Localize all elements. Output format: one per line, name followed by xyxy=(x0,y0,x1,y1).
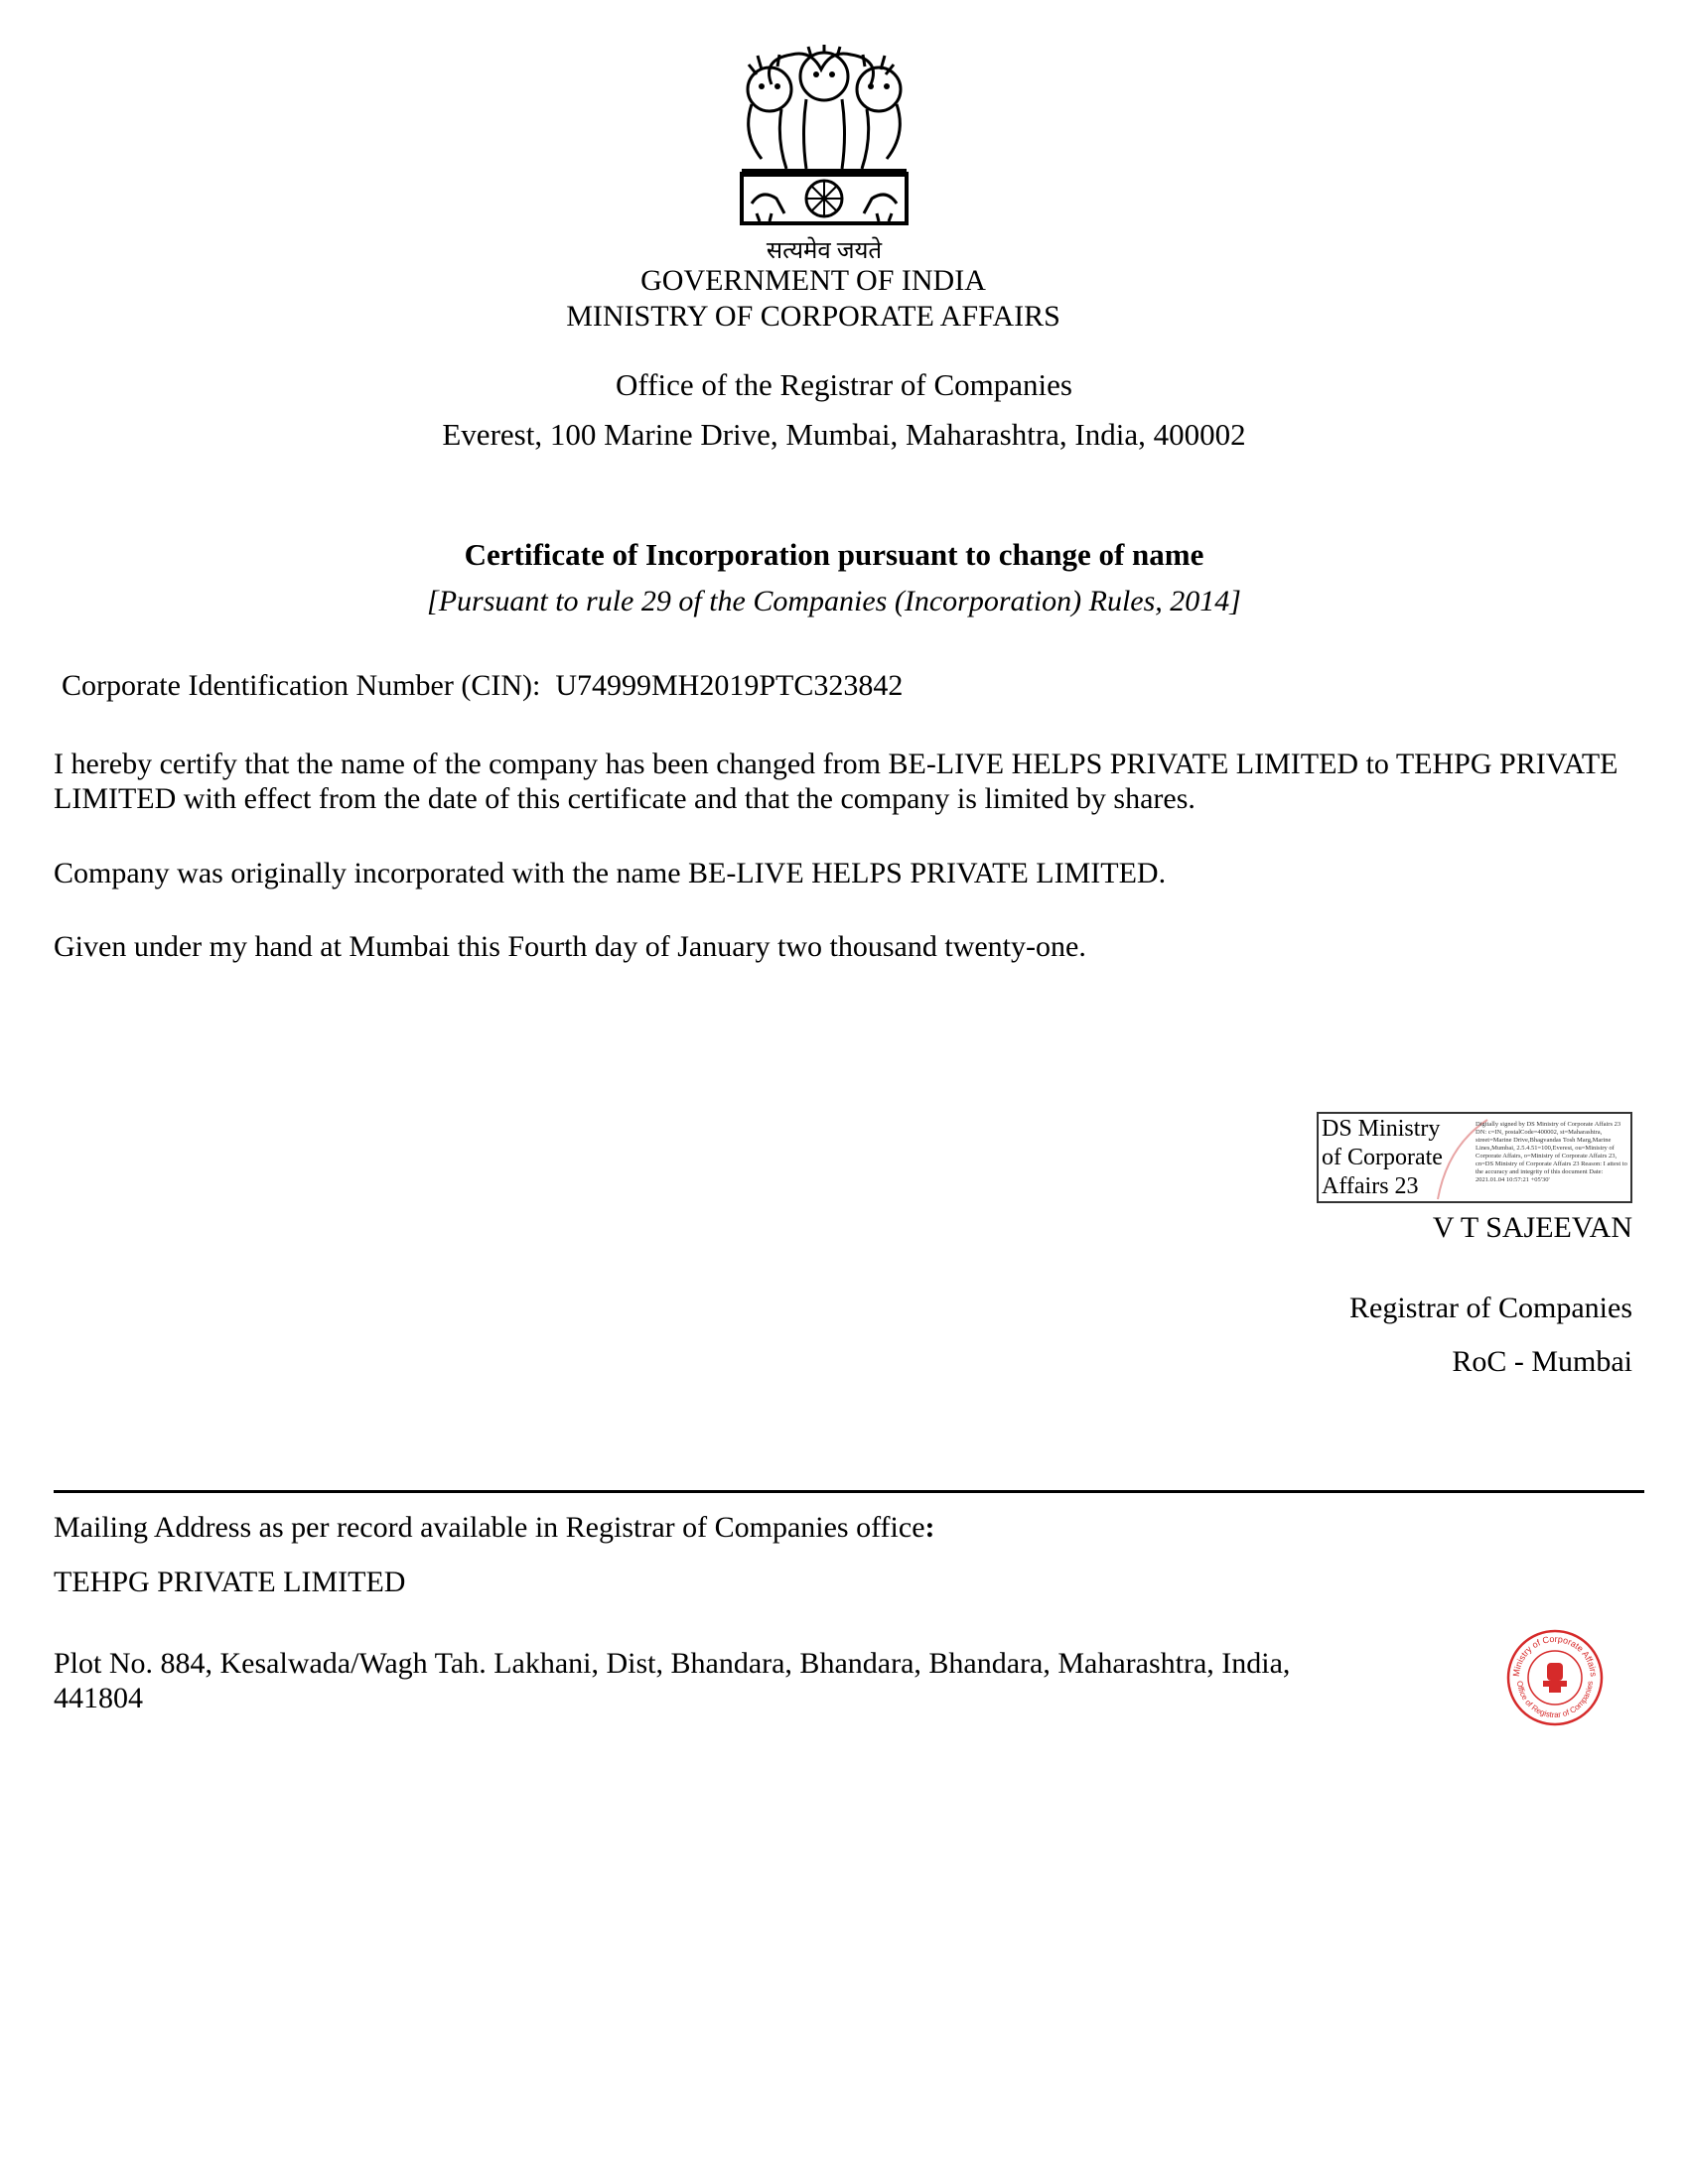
seal-text-bottom: Office of Registrar of Companies xyxy=(1514,1680,1596,1720)
national-emblem-icon xyxy=(712,45,936,253)
government-heading: GOVERNMENT OF INDIA xyxy=(640,264,986,297)
mailing-address-label xyxy=(54,1510,1642,1545)
mailing-address: Plot No. 884, Kesalwada/Wagh Tah. Lakhani, Dist, Bhandara, Bhandara, Bhandara, Maharashtra, India, 441804 xyxy=(54,1647,1291,1714)
given-under-hand-paragraph: Given under my hand at Mumbai this Fourth day of January two thousand twenty-one. xyxy=(54,930,1086,963)
signatory-title: Registrar of Companies xyxy=(1349,1292,1632,1324)
mailing-company-name: TEHPG PRIVATE LIMITED xyxy=(54,1566,406,1598)
digital-signature-signer xyxy=(1322,1115,1471,1201)
signer-line: of Corporate xyxy=(1322,1145,1443,1170)
office-heading: Office of the Registrar of Companies xyxy=(616,367,1072,402)
registrar-seal-icon xyxy=(1505,1628,1605,1727)
section-divider xyxy=(54,1490,1644,1493)
emblem-motto: सत्यमेव जयते xyxy=(766,238,883,264)
certification-paragraph: I hereby certify that the name of the company has been changed from BE-LIVE HELPS PRIVATE LIMITED to TEHPG PRIVATE LIMITED with effect from the date of this certificate and that the company is limited by shares. xyxy=(54,748,1618,815)
signer-line: DS Ministry xyxy=(1322,1116,1441,1142)
digital-signature-box xyxy=(1317,1112,1632,1203)
digital-signature-details: Digitally signed by DS Ministry of Corporate Affairs 23 DN: c=IN, postalCode=400002, st=Maharashtra, street=Marine Drive,Bhagvandas Tosh Marg,Marine Lines,Mumbai, 2.5.4.51=100,Everest, ou=Ministry of Corporate Affairs, o=Ministry of Corporate Affairs 23, cn=DS Ministry of Corporate Affairs 23 Reason: I attest to the accuracy and integrity of this document Date: 2021.01.04 10:57:21 +05'30' xyxy=(1476,1121,1627,1183)
certificate-rule-reference: [Pursuant to rule 29 of the Companies (Incorporation) Rules, 2014] xyxy=(427,585,1241,617)
mailing-label-colon: : xyxy=(924,1511,935,1544)
seal-text-top: Ministry of Corporate Affairs xyxy=(1510,1633,1600,1678)
mailing-label-text: Mailing Address as per record available in Registrar of Companies office xyxy=(54,1511,925,1544)
signatory-name: V T SAJEEVAN xyxy=(1432,1211,1632,1244)
office-address: Everest, 100 Marine Drive, Mumbai, Maharashtra, India, 400002 xyxy=(442,417,1246,452)
original-name-paragraph: Company was originally incorporated with the name BE-LIVE HELPS PRIVATE LIMITED. xyxy=(54,857,1167,889)
cin-line: Corporate Identification Number (CIN): U74999MH2019PTC323842 xyxy=(62,669,904,702)
ministry-heading: MINISTRY OF CORPORATE AFFAIRS xyxy=(566,300,1060,333)
signer-line: Affairs 23 xyxy=(1322,1173,1419,1199)
signatory-office: RoC - Mumbai xyxy=(1452,1345,1632,1378)
certificate-title: Certificate of Incorporation pursuant to change of name xyxy=(464,537,1204,572)
